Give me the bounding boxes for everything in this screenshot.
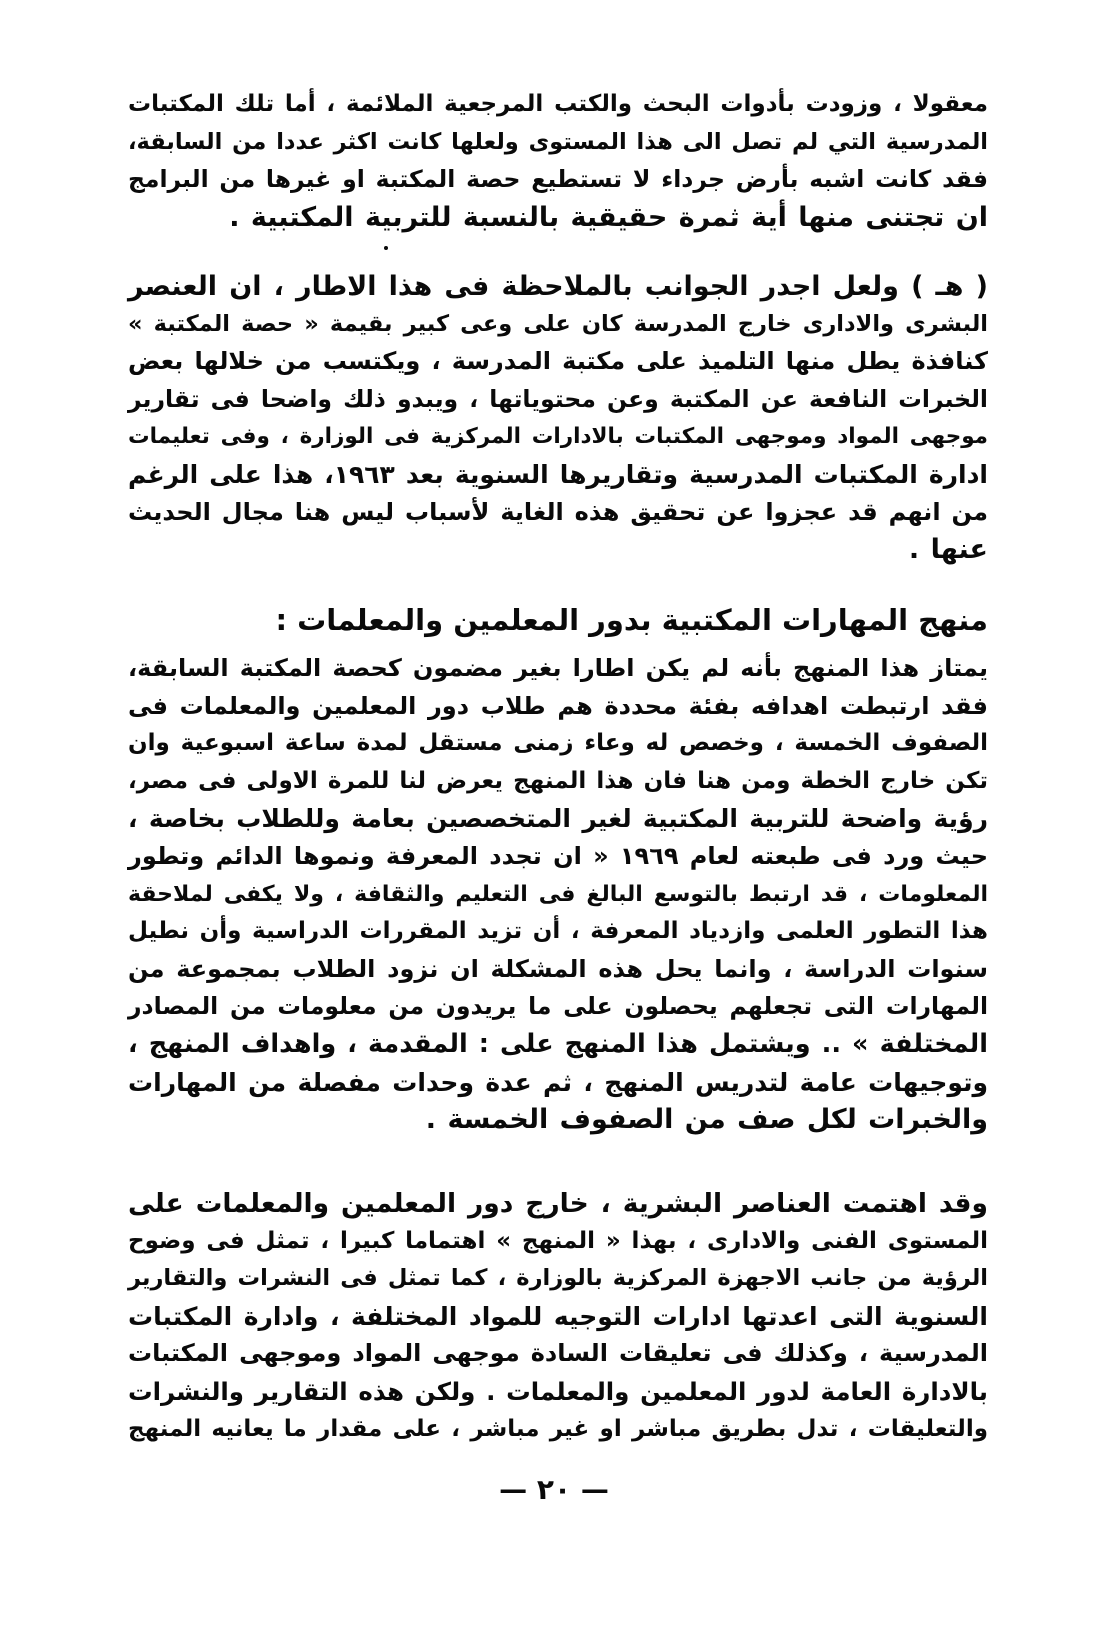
text-line: رؤية واضحة للتربية المكتبية لغير المتخصصين بعامة وللطلاب بخاصة ، xyxy=(128,804,988,834)
text-line: والخبرات لكل صف من الصفوف الخمسة . xyxy=(425,1104,988,1136)
text-line: من انهم قد عجزوا عن تحقيق هذه الغاية لأسباب ليس هنا مجال الحديث xyxy=(128,497,988,526)
paragraph-1 xyxy=(128,86,988,236)
text-line: كنافذة يطل منها التلميذ على مكتبة المدرسة ، ويكتسب من خلالها بعض xyxy=(128,347,988,376)
text-line: عنها . xyxy=(908,534,988,566)
text-line: المستوى الفنى والادارى ، بهذا « المنهج » اهتماما كبيرا ، تمثل فى وضوح xyxy=(128,1227,988,1254)
text-line: سنوات الدراسة ، وانما يحل هذه المشكلة ان نزود الطلاب بمجموعة من xyxy=(128,954,988,983)
text-line: الخبرات النافعة عن المكتبة وعن محتوياتها ، ويبدو ذلك واضحا فى تقارير xyxy=(128,384,988,413)
text-line: موجهى المواد وموجهى المكتبات بالادارات المركزية فى الوزارة ، وفى تعليمات xyxy=(128,424,988,450)
paragraph-3 xyxy=(128,650,988,1139)
text-line: الصفوف الخمسة ، وخصص له وعاء زمنى مستقل لمدة ساعة اسبوعية وان xyxy=(128,730,988,757)
text-line: ادارة المكتبات المدرسية وتقاريرها السنوية بعد ١٩٦٣، هذا على الرغم xyxy=(128,459,988,489)
text-line: ( هـ ) ولعل اجدر الجوانب بالملاحظة فى هذا الاطار ، ان العنصر xyxy=(128,271,988,302)
text-line: حيث ورد فى طبعته لعام ١٩٦٩ « ان تجدد المعرفة ونموها الدائم وتطور xyxy=(128,841,988,870)
text-line: السنوية التى اعدتها ادارات التوجيه للمواد المختلفة ، وادارة المكتبات xyxy=(128,1301,988,1331)
paragraph-4 xyxy=(128,1185,988,1448)
text-line: وتوجيهات عامة لتدريس المنهج ، ثم عدة وحدات مفصلة من المهارات xyxy=(128,1067,988,1097)
text-line: فقد كانت اشبه بأرض جرداء لا تستطيع حصة المكتبة او غيرها من البرامج xyxy=(128,165,988,194)
text-line: المختلفة » .. ويشتمل هذا المنهج على : المقدمة ، واهداف المنهج ، xyxy=(128,1028,988,1059)
text-line: فقد ارتبطت اهدافه بفئة محددة هم طلاب دور المعلمين والمعلمات فى xyxy=(128,691,988,720)
text-line: تكن خارج الخطة ومن هنا فان هذا المنهج يعرض لنا للمرة الاولى فى مصر، xyxy=(128,767,988,794)
page-number: — ٢٠ — xyxy=(499,1473,609,1506)
text-line: البشرى والادارى خارج المدرسة كان على وعى كبير بقيمة « حصة المكتبة » xyxy=(128,310,988,337)
text-line: والتعليقات ، تدل بطريق مباشر او غير مباشر ، على مقدار ما يعانيه المنهج xyxy=(128,1415,988,1442)
text-line: المدرسية التي لم تصل الى هذا المستوى ولعلها كانت اكثر عددا من السابقة، xyxy=(128,128,988,155)
text-line: المهارات التى تجعلهم يحصلون على ما يريدون من معلومات من المصادر xyxy=(128,992,988,1021)
text-line: يمتاز هذا المنهج بأنه لم يكن اطارا بغير مضمون كحصة المكتبة السابقة، xyxy=(128,654,988,682)
text-line: بالادارة العامة لدور المعلمين والمعلمات . ولكن هذه التقارير والنشرات xyxy=(128,1376,988,1406)
text-line: وقد اهتمت العناصر البشرية ، خارج دور المعلمين والمعلمات على xyxy=(128,1188,988,1219)
section-heading: منهج المهارات المكتبية بدور المعلمين والمعلمات : xyxy=(275,603,988,637)
text-line: المدرسية ، وكذلك فى تعليقات السادة موجهى المواد وموجهى المكتبات xyxy=(128,1339,988,1368)
text-line: معقولا ، وزودت بأدوات البحث والكتب المرجعية الملائمة ، أما تلك المكتبات xyxy=(128,91,988,117)
text-line: هذا التطور العلمى وازدياد المعرفة ، أن تزيد المقررات الدراسية وأن نطيل xyxy=(128,918,988,945)
text-line: الرؤية من جانب الاجهزة المركزية بالوزارة ، كما تمثل فى النشرات والتقارير xyxy=(128,1265,988,1292)
text-line: المعلومات ، قد ارتبط بالتوسع البالغ فى التعليم والثقافة ، ولا يكفى لملاحقة xyxy=(128,881,988,907)
stray-dot-mark xyxy=(384,246,388,250)
paragraph-2 xyxy=(128,268,988,569)
text-line: ان تجتنى منها أية ثمرة حقيقية بالنسبة للتربية المكتبية . xyxy=(229,201,988,233)
